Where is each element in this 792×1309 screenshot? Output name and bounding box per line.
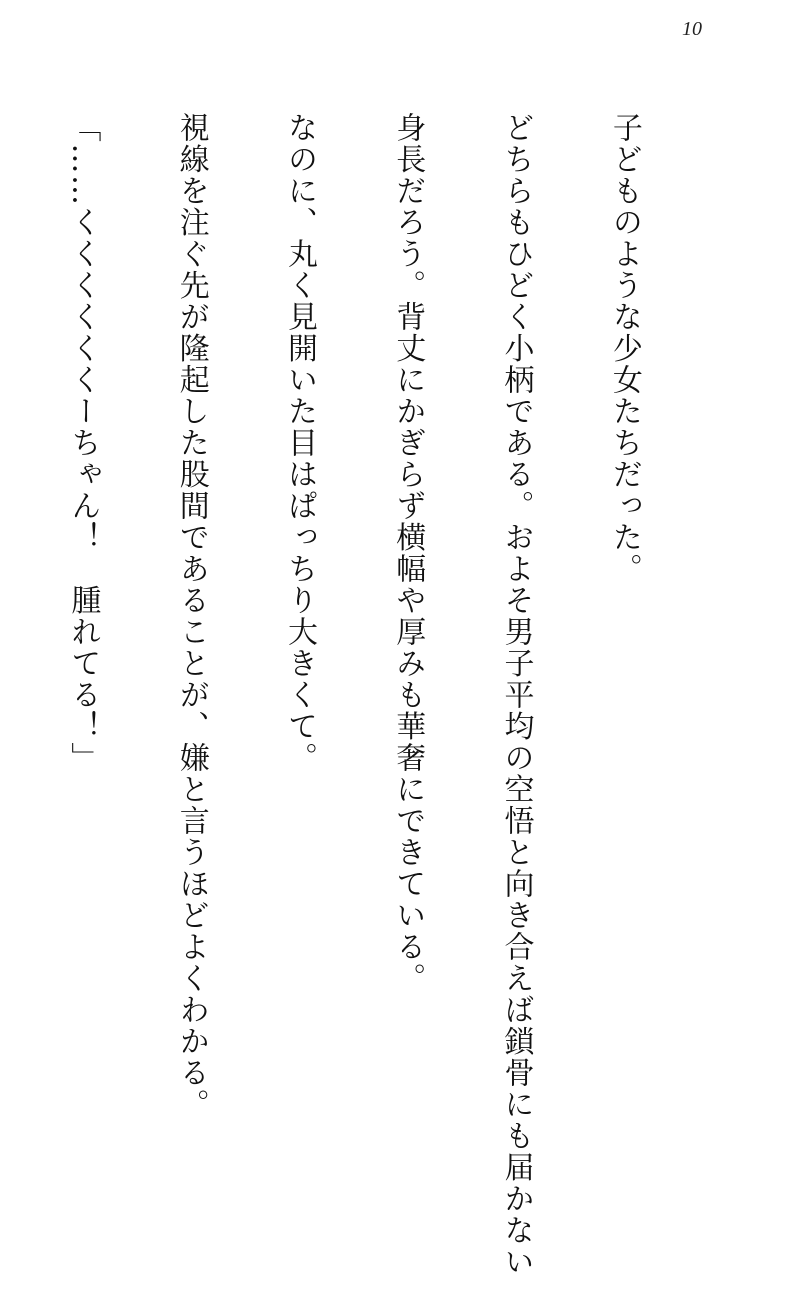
- text-line-5: 視線を注ぐ先が隆起した股間であることが、嫌と言うほどよくわかる。: [173, 112, 209, 1120]
- novel-text-body: [65, 112, 714, 1278]
- page-number: 10: [682, 18, 702, 40]
- text-line-3: 身長だろう。背丈にかぎらず横幅や厚みも華奢にできている。: [390, 112, 426, 994]
- text-line-4: なのに、丸く見開いた目はぱっちり大きくて。: [281, 112, 317, 774]
- text-line-1: 子どものような少女たちだった。: [606, 112, 642, 585]
- text-line-2: どちらもひどく小柄である。およそ男子平均の空悟と向き合えば鎖骨にも届かない: [498, 112, 534, 1278]
- text-line-6: 「……くくくくくくーちゃん！ 腫れてる！」: [65, 112, 101, 774]
